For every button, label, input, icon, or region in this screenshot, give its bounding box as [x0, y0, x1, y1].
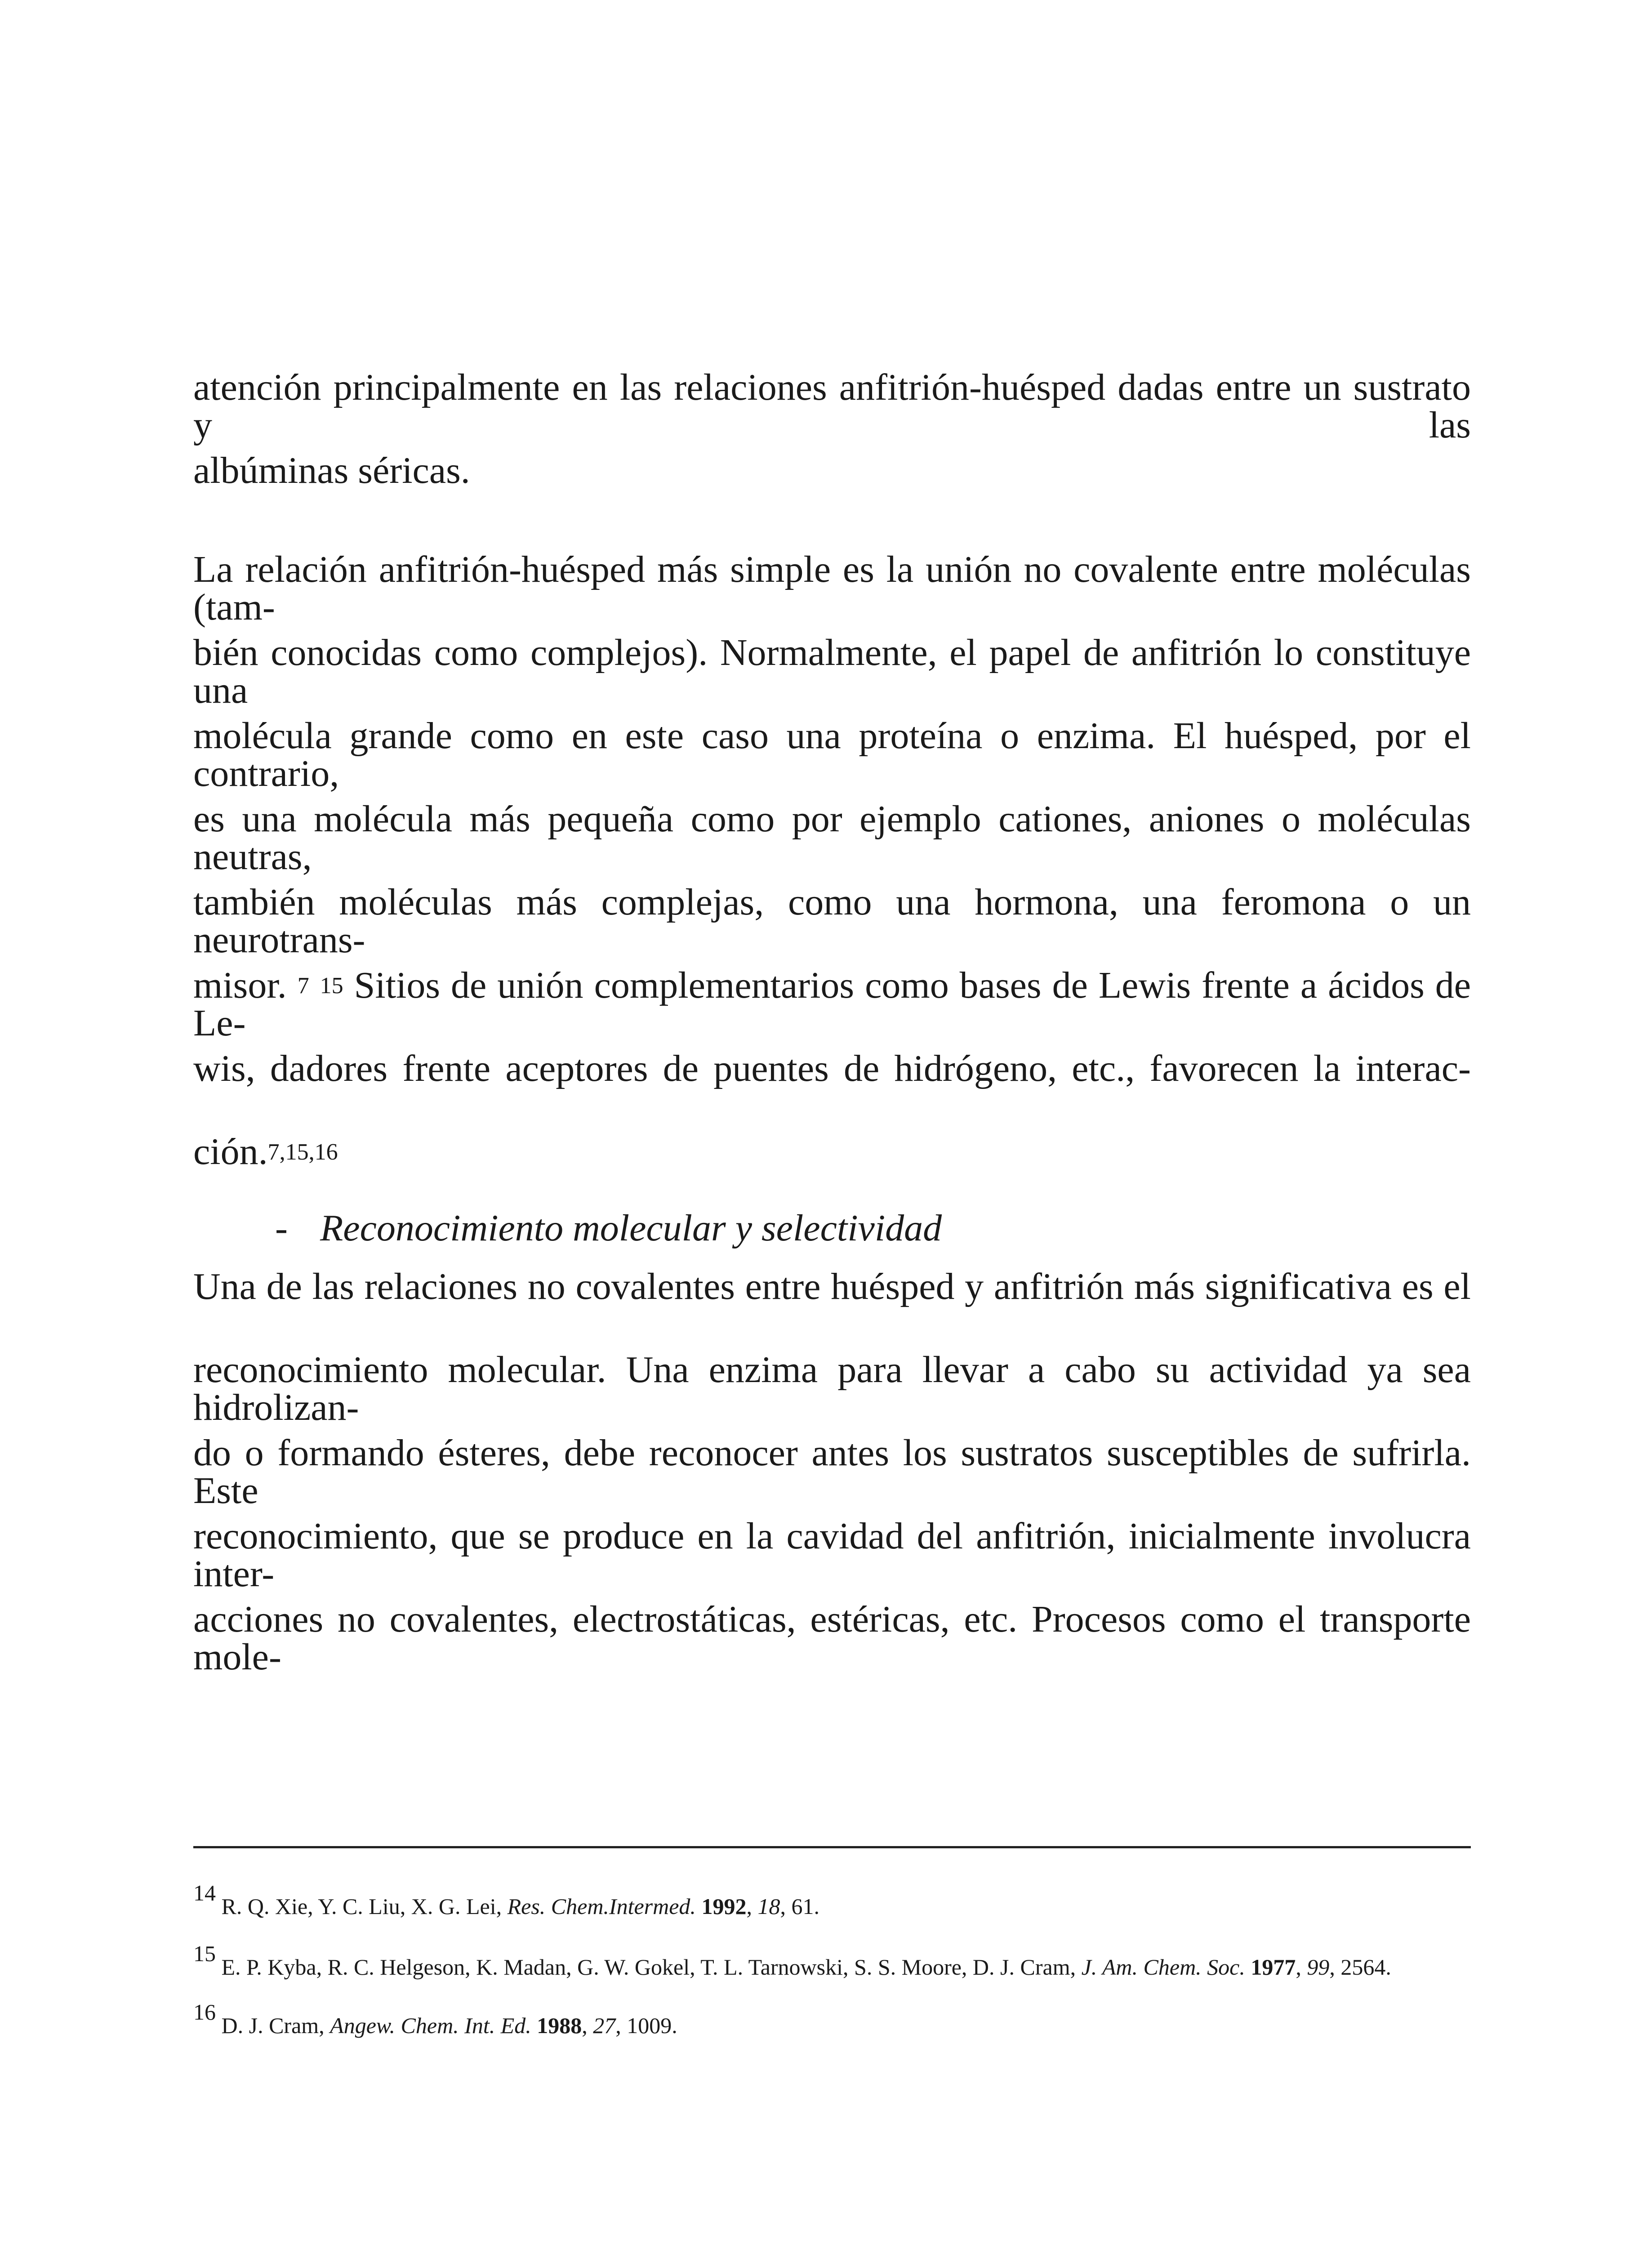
body-text: Sitios de unión complementarios como bases de Lewis frente a ácidos de Le- — [193, 964, 1471, 1044]
footnote: 14 R. Q. Xie, Y. C. Liu, X. G. Lei, Res. Chem.Intermed. 1992, 18, 61. — [193, 1880, 819, 1919]
body-line — [193, 964, 1471, 1044]
body-text: misor. — [193, 964, 287, 1006]
body-line: Una de las relaciones no covalentes entre huésped y anfitrión más significativa es el — [193, 1266, 1471, 1307]
footnote-journal: J. Am. Chem. Soc. — [1081, 1954, 1245, 1980]
body-line: La relación anfitrión-huésped más simple es la unión no covalente entre moléculas (tam- — [193, 549, 1471, 628]
body-text: ción. — [193, 1131, 268, 1173]
heading-text: Reconocimiento molecular y selectividad — [320, 1207, 942, 1249]
footnote-number: 14 — [193, 1880, 216, 1905]
body-line: es una molécula más pequeña como por ejemplo cationes, aniones o moléculas neutras, — [193, 798, 1471, 878]
footnote-volume: 99 — [1307, 1954, 1330, 1980]
body-line: atención principalmente en las relaciones anfitrión-huésped dadas entre un sustrato y las — [193, 366, 1471, 446]
footnote-pages: , 61. — [780, 1894, 819, 1919]
footnote-authors: E. P. Kyba, R. C. Helgeson, K. Madan, G. W. Gokel, T. L. Tarnowski, S. S. Moore, D. J. Cram, — [221, 1954, 1082, 1980]
section-heading — [275, 1209, 942, 1247]
footnote-pages: , 2564. — [1329, 1954, 1391, 1980]
body-line: do o formando ésteres, debe reconocer antes los sustratos susceptibles de sufrirla. Este — [193, 1432, 1471, 1512]
footnote-journal: Res. Chem.Intermed. — [507, 1894, 696, 1919]
citation-superscript: 7 — [297, 972, 309, 999]
footnote-number: 16 — [193, 1999, 216, 2025]
body-line — [193, 1133, 338, 1171]
body-line: bién conocidas como complejos). Normalmente, el papel de anfitrión lo constituye una — [193, 632, 1471, 711]
heading-dash: - — [275, 1207, 288, 1249]
body-line: reconocimiento molecular. Una enzima para llevar a cabo su actividad ya sea hidrolizan- — [193, 1349, 1471, 1428]
footnote-year: 1992 — [701, 1894, 747, 1919]
footnote-volume: 27 — [593, 2013, 616, 2038]
footnote-volume: 18 — [757, 1894, 780, 1919]
body-line: reconocimiento, que se produce en la cavidad del anfitrión, inicialmente involucra inter- — [193, 1515, 1471, 1595]
citation-superscript: 7,15,16 — [267, 1139, 338, 1165]
citation-superscript: 15 — [320, 972, 343, 999]
footnote-authors: D. J. Cram, — [221, 2013, 330, 2038]
footnote-journal: Angew. Chem. Int. Ed. — [330, 2013, 531, 2038]
body-line: también moléculas más complejas, como una hormona, una feromona o un neurotrans- — [193, 881, 1471, 961]
footnote-year: 1988 — [537, 2013, 582, 2038]
footnote-number: 15 — [193, 1941, 216, 1966]
footnote-authors: R. Q. Xie, Y. C. Liu, X. G. Lei, — [221, 1894, 508, 1919]
body-line: acciones no covalentes, electrostáticas, estéricas, etc. Procesos como el transporte mole- — [193, 1598, 1471, 1678]
footnote-pages: , 1009. — [615, 2013, 677, 2038]
footnote: 16 D. J. Cram, Angew. Chem. Int. Ed. 1988, 27, 1009. — [193, 1999, 677, 2038]
body-line: molécula grande como en este caso una proteína o enzima. El huésped, por el contrario, — [193, 715, 1471, 794]
body-line: wis, dadores frente aceptores de puentes de hidrógeno, etc., favorecen la interac- — [193, 1048, 1471, 1089]
body-line: albúminas séricas. — [193, 450, 470, 491]
footnote: 15 E. P. Kyba, R. C. Helgeson, K. Madan, G. W. Gokel, T. L. Tarnowski, S. S. Moore, D. J. Cram, J. Am. Chem. Soc. 1977, 99, 2564. — [193, 1941, 1391, 1980]
footnote-year: 1977 — [1251, 1954, 1296, 1980]
footnote-separator — [193, 1846, 1471, 1848]
